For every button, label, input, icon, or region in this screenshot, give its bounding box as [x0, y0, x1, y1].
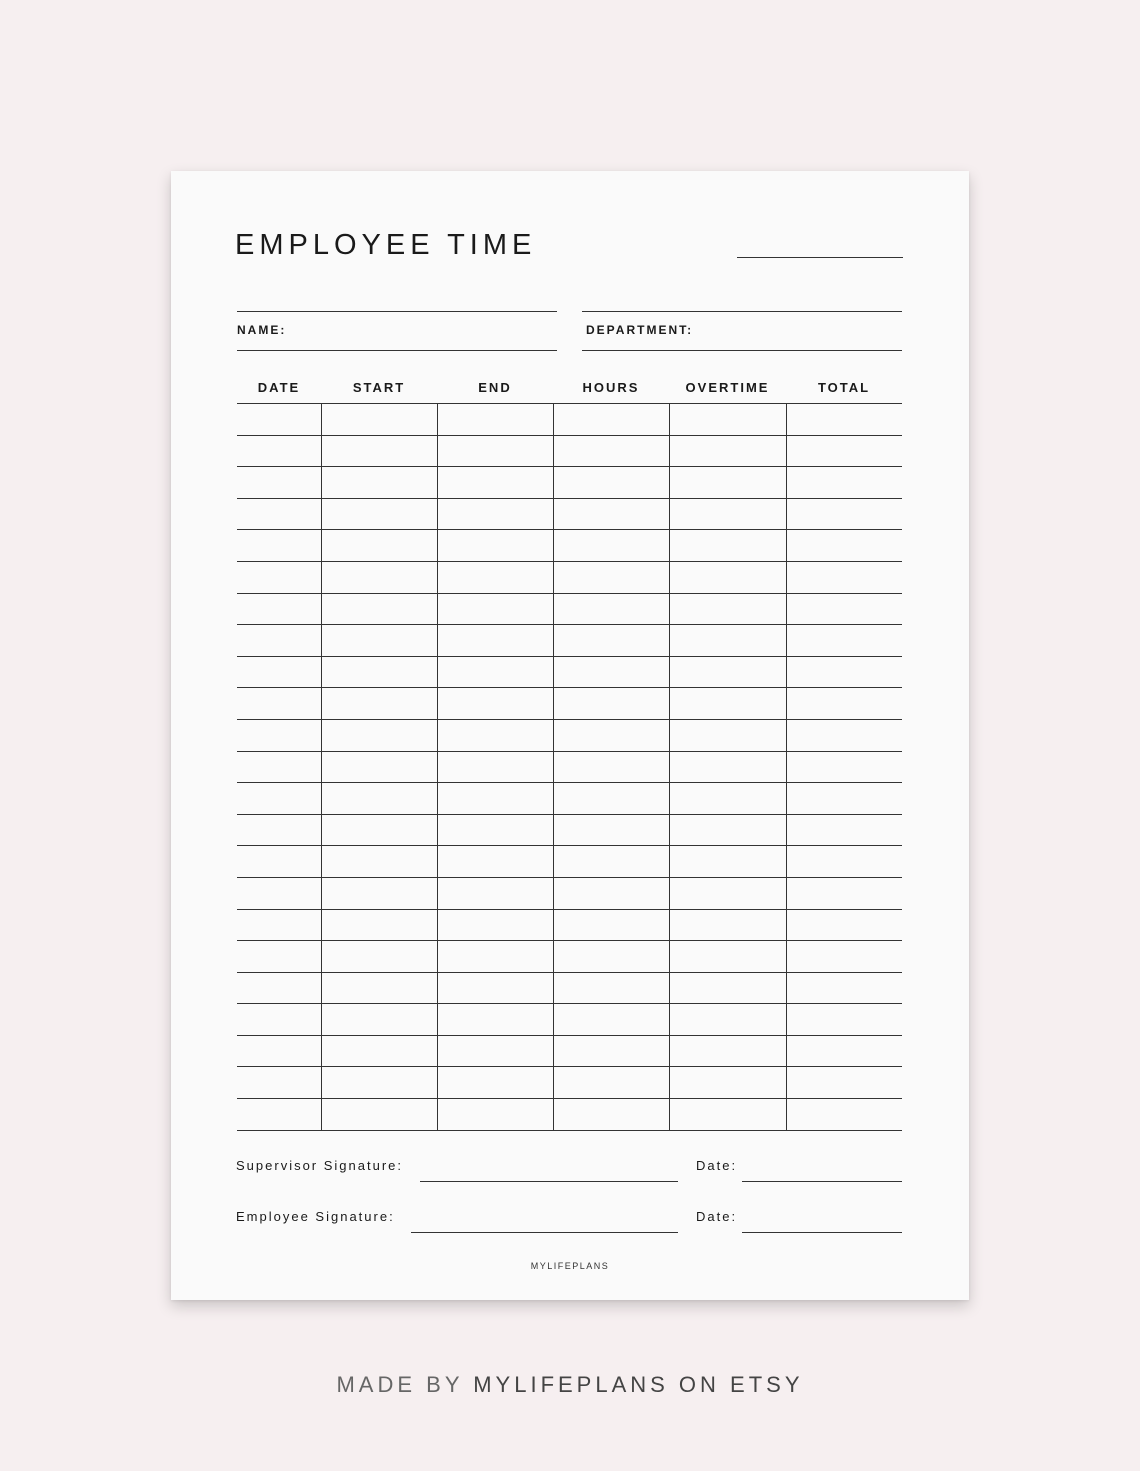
cell-overtime[interactable]	[669, 688, 786, 720]
cell-hours[interactable]	[553, 593, 669, 625]
cell-hours[interactable]	[553, 404, 669, 436]
cell-overtime[interactable]	[669, 941, 786, 973]
cell-start[interactable]	[321, 1004, 437, 1036]
cell-date[interactable]	[237, 1099, 321, 1131]
cell-date[interactable]	[237, 404, 321, 436]
cell-total[interactable]	[786, 1099, 902, 1131]
cell-start[interactable]	[321, 972, 437, 1004]
cell-start[interactable]	[321, 719, 437, 751]
cell-overtime[interactable]	[669, 530, 786, 562]
cell-total[interactable]	[786, 656, 902, 688]
employee-date-line[interactable]	[742, 1232, 902, 1233]
name-label: NAME:	[237, 323, 287, 337]
time-table	[237, 372, 902, 1131]
cell-start[interactable]	[321, 530, 437, 562]
cell-start[interactable]	[321, 625, 437, 657]
cell-overtime[interactable]	[669, 1035, 786, 1067]
cell-total[interactable]	[786, 1067, 902, 1099]
cell-end[interactable]	[437, 561, 553, 593]
supervisor-signature-label: Supervisor Signature:	[236, 1158, 404, 1173]
cell-start[interactable]	[321, 404, 437, 436]
cell-date[interactable]	[237, 783, 321, 815]
table-row	[237, 972, 902, 1004]
cell-total[interactable]	[786, 688, 902, 720]
cell-hours[interactable]	[553, 846, 669, 878]
table-row	[237, 435, 902, 467]
cell-end[interactable]	[437, 435, 553, 467]
cell-date[interactable]	[237, 498, 321, 530]
table-row	[237, 877, 902, 909]
cell-date[interactable]	[237, 656, 321, 688]
table-row	[237, 625, 902, 657]
cell-hours[interactable]	[553, 783, 669, 815]
cell-hours[interactable]	[553, 1035, 669, 1067]
table-row	[237, 1099, 902, 1131]
cell-hours[interactable]	[553, 719, 669, 751]
cell-total[interactable]	[786, 877, 902, 909]
cell-hours[interactable]	[553, 877, 669, 909]
table-row	[237, 1067, 902, 1099]
cell-date[interactable]	[237, 719, 321, 751]
cell-hours[interactable]	[553, 656, 669, 688]
cell-total[interactable]	[786, 909, 902, 941]
column-header-overtime: OVERTIME	[669, 372, 786, 404]
table-row	[237, 656, 902, 688]
cell-end[interactable]	[437, 846, 553, 878]
cell-overtime[interactable]	[669, 972, 786, 1004]
cell-date[interactable]	[237, 1035, 321, 1067]
cell-end[interactable]	[437, 719, 553, 751]
column-header-start: START	[321, 372, 437, 404]
cell-total[interactable]	[786, 783, 902, 815]
table-row	[237, 909, 902, 941]
cell-overtime[interactable]	[669, 783, 786, 815]
employee-signature-label: Employee Signature:	[236, 1209, 395, 1224]
cell-start[interactable]	[321, 1067, 437, 1099]
cell-end[interactable]	[437, 656, 553, 688]
timesheet-page	[171, 171, 969, 1300]
table-row	[237, 719, 902, 751]
cell-overtime[interactable]	[669, 404, 786, 436]
cell-total[interactable]	[786, 530, 902, 562]
cell-date[interactable]	[237, 530, 321, 562]
cell-overtime[interactable]	[669, 909, 786, 941]
cell-date[interactable]	[237, 909, 321, 941]
cell-hours[interactable]	[553, 972, 669, 1004]
cell-date[interactable]	[237, 846, 321, 878]
cell-total[interactable]	[786, 404, 902, 436]
cell-overtime[interactable]	[669, 751, 786, 783]
cell-overtime[interactable]	[669, 498, 786, 530]
cell-hours[interactable]	[553, 530, 669, 562]
cell-total[interactable]	[786, 593, 902, 625]
employee-date-label: Date:	[696, 1209, 738, 1224]
cell-date[interactable]	[237, 561, 321, 593]
cell-hours[interactable]	[553, 941, 669, 973]
page-title: EMPLOYEE TIME	[235, 229, 537, 261]
made-by-brand: MYLIFEPLANS ON ETSY	[473, 1372, 804, 1397]
cell-start[interactable]	[321, 561, 437, 593]
cell-hours[interactable]	[553, 909, 669, 941]
title-blank-line[interactable]	[737, 257, 903, 258]
cell-overtime[interactable]	[669, 1067, 786, 1099]
cell-start[interactable]	[321, 783, 437, 815]
cell-overtime[interactable]	[669, 561, 786, 593]
cell-start[interactable]	[321, 846, 437, 878]
cell-hours[interactable]	[553, 467, 669, 499]
cell-end[interactable]	[437, 625, 553, 657]
cell-hours[interactable]	[553, 561, 669, 593]
made-by-banner	[0, 1372, 1140, 1398]
cell-total[interactable]	[786, 561, 902, 593]
cell-date[interactable]	[237, 814, 321, 846]
cell-date[interactable]	[237, 1067, 321, 1099]
cell-date[interactable]	[237, 625, 321, 657]
cell-total[interactable]	[786, 941, 902, 973]
cell-date[interactable]	[237, 467, 321, 499]
cell-overtime[interactable]	[669, 467, 786, 499]
cell-start[interactable]	[321, 1035, 437, 1067]
table-row	[237, 941, 902, 973]
cell-overtime[interactable]	[669, 593, 786, 625]
cell-end[interactable]	[437, 593, 553, 625]
table-row	[237, 688, 902, 720]
cell-end[interactable]	[437, 498, 553, 530]
cell-date[interactable]	[237, 941, 321, 973]
cell-end[interactable]	[437, 941, 553, 973]
column-header-hours: HOURS	[553, 372, 669, 404]
cell-end[interactable]	[437, 972, 553, 1004]
made-by-prefix: MADE BY	[336, 1372, 474, 1397]
supervisor-date-label: Date:	[696, 1158, 738, 1173]
cell-start[interactable]	[321, 435, 437, 467]
cell-total[interactable]	[786, 751, 902, 783]
cell-end[interactable]	[437, 814, 553, 846]
table-row	[237, 1004, 902, 1036]
cell-date[interactable]	[237, 435, 321, 467]
table-row	[237, 467, 902, 499]
cell-overtime[interactable]	[669, 719, 786, 751]
cell-start[interactable]	[321, 593, 437, 625]
department-field[interactable]	[582, 311, 902, 351]
footer-brand: MYLIFEPLANS	[530, 1261, 610, 1271]
column-header-end: END	[437, 372, 553, 404]
cell-hours[interactable]	[553, 688, 669, 720]
table-body	[237, 404, 902, 1131]
employee-signature-line[interactable]	[411, 1232, 678, 1233]
table-header-row	[237, 372, 902, 404]
cell-total[interactable]	[786, 814, 902, 846]
cell-total[interactable]	[786, 1035, 902, 1067]
cell-end[interactable]	[437, 909, 553, 941]
supervisor-signature-line[interactable]	[420, 1181, 678, 1182]
cell-end[interactable]	[437, 404, 553, 436]
cell-total[interactable]	[786, 1004, 902, 1036]
department-label: DEPARTMENT:	[586, 323, 694, 337]
cell-total[interactable]	[786, 972, 902, 1004]
supervisor-date-line[interactable]	[742, 1181, 902, 1182]
cell-end[interactable]	[437, 1099, 553, 1131]
cell-hours[interactable]	[553, 751, 669, 783]
table-row	[237, 593, 902, 625]
cell-end[interactable]	[437, 688, 553, 720]
cell-end[interactable]	[437, 1067, 553, 1099]
cell-start[interactable]	[321, 656, 437, 688]
cell-total[interactable]	[786, 435, 902, 467]
cell-date[interactable]	[237, 877, 321, 909]
cell-date[interactable]	[237, 1004, 321, 1036]
cell-start[interactable]	[321, 498, 437, 530]
cell-overtime[interactable]	[669, 814, 786, 846]
column-header-date: DATE	[237, 372, 321, 404]
cell-end[interactable]	[437, 1004, 553, 1036]
cell-total[interactable]	[786, 467, 902, 499]
cell-date[interactable]	[237, 688, 321, 720]
cell-start[interactable]	[321, 467, 437, 499]
cell-total[interactable]	[786, 498, 902, 530]
name-field[interactable]	[237, 311, 557, 351]
cell-start[interactable]	[321, 909, 437, 941]
cell-hours[interactable]	[553, 625, 669, 657]
table-row	[237, 561, 902, 593]
cell-hours[interactable]	[553, 498, 669, 530]
cell-date[interactable]	[237, 593, 321, 625]
cell-date[interactable]	[237, 751, 321, 783]
cell-end[interactable]	[437, 467, 553, 499]
cell-overtime[interactable]	[669, 656, 786, 688]
cell-hours[interactable]	[553, 1099, 669, 1131]
cell-end[interactable]	[437, 751, 553, 783]
cell-total[interactable]	[786, 846, 902, 878]
cell-hours[interactable]	[553, 1004, 669, 1036]
cell-start[interactable]	[321, 877, 437, 909]
cell-total[interactable]	[786, 625, 902, 657]
cell-overtime[interactable]	[669, 1099, 786, 1131]
cell-hours[interactable]	[553, 1067, 669, 1099]
cell-start[interactable]	[321, 941, 437, 973]
cell-overtime[interactable]	[669, 877, 786, 909]
cell-start[interactable]	[321, 751, 437, 783]
table-row	[237, 846, 902, 878]
cell-start[interactable]	[321, 688, 437, 720]
cell-end[interactable]	[437, 877, 553, 909]
cell-start[interactable]	[321, 814, 437, 846]
column-header-total: TOTAL	[786, 372, 902, 404]
table-row	[237, 404, 902, 436]
cell-hours[interactable]	[553, 814, 669, 846]
table-row	[237, 814, 902, 846]
table-row	[237, 1035, 902, 1067]
cell-overtime[interactable]	[669, 435, 786, 467]
table-row	[237, 498, 902, 530]
cell-overtime[interactable]	[669, 625, 786, 657]
cell-date[interactable]	[237, 972, 321, 1004]
cell-total[interactable]	[786, 719, 902, 751]
table-row	[237, 751, 902, 783]
cell-end[interactable]	[437, 530, 553, 562]
cell-overtime[interactable]	[669, 846, 786, 878]
cell-hours[interactable]	[553, 435, 669, 467]
cell-overtime[interactable]	[669, 1004, 786, 1036]
table-row	[237, 530, 902, 562]
cell-start[interactable]	[321, 1099, 437, 1131]
table-row	[237, 783, 902, 815]
cell-end[interactable]	[437, 1035, 553, 1067]
cell-end[interactable]	[437, 783, 553, 815]
